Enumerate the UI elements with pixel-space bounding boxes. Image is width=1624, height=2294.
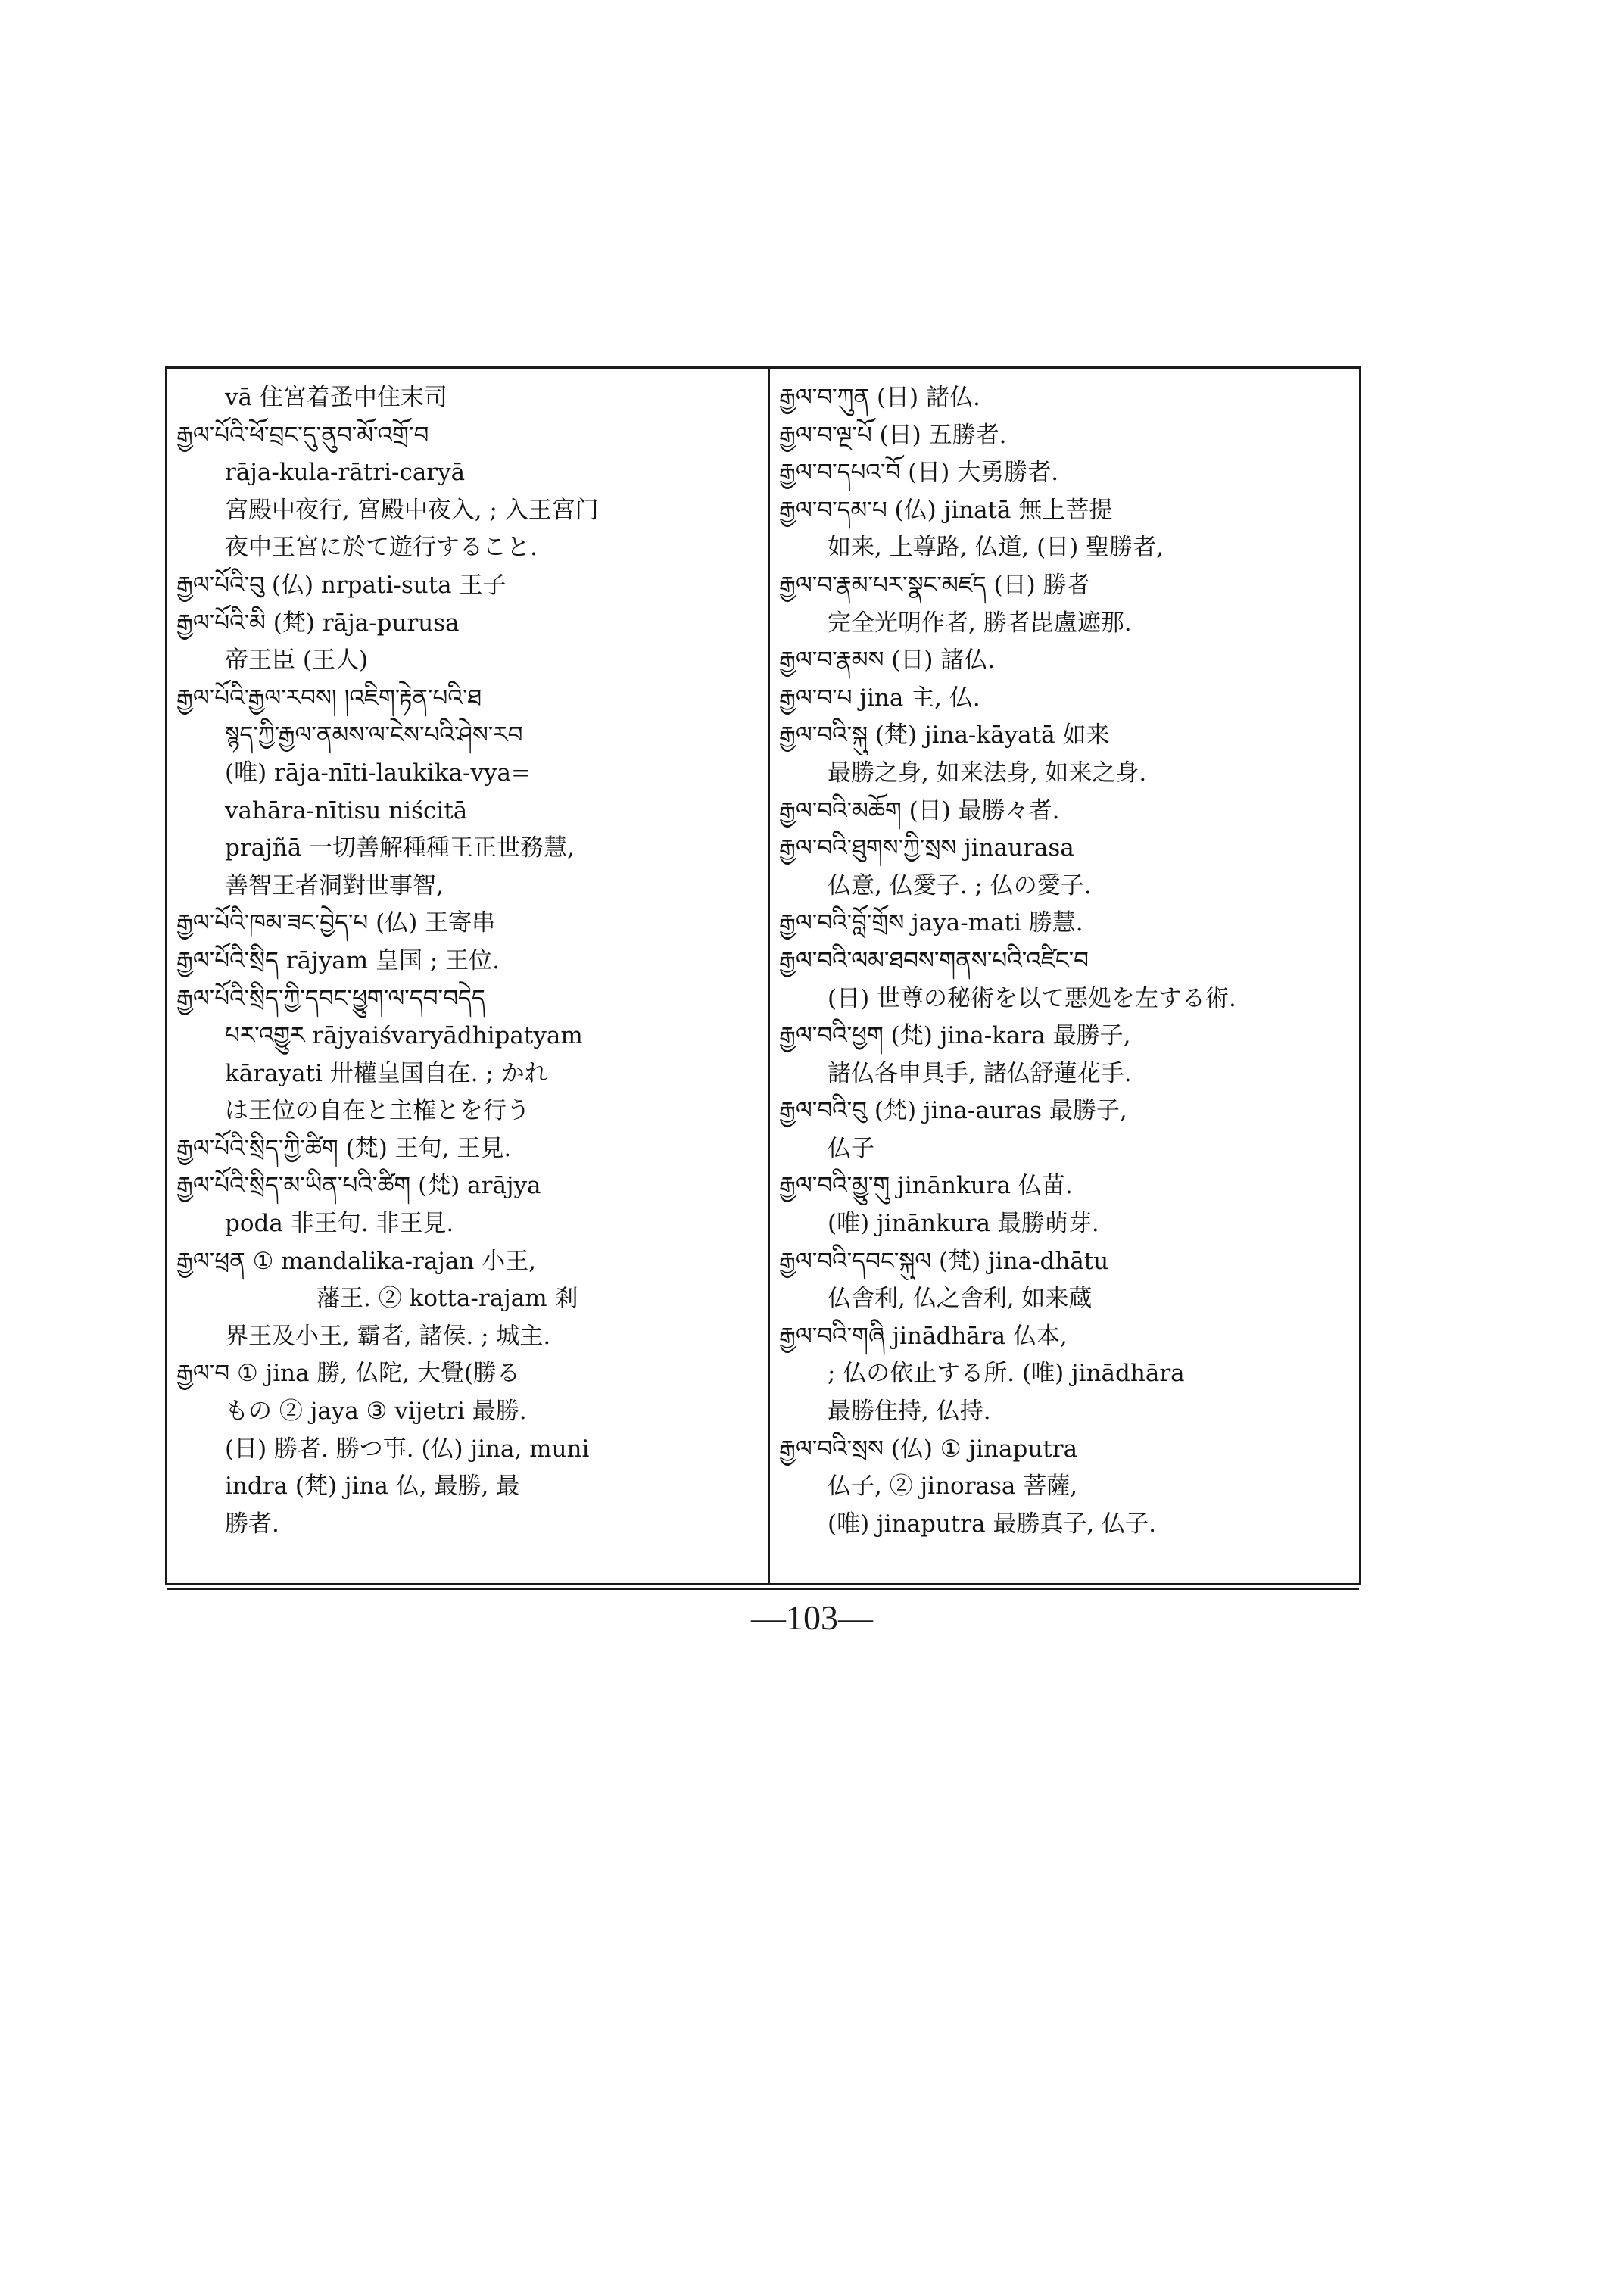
dictionary-line: རྒྱལ་བའི་མྱུ་གུ jinānkura 仏苗. <box>779 1172 1073 1200</box>
dictionary-line: རྒྱལ་པོའི་མི (梵) rāja-purusa <box>176 609 460 637</box>
page-number: —103— <box>751 1598 873 1637</box>
dictionary-line: རྒྱལ་པོའི་སྲིད་མ་ཡིན་པའི་ཚིག (梵) arājya <box>176 1172 541 1200</box>
dictionary-line: 仏意, 仏愛子. ; 仏の愛子. <box>828 871 1092 899</box>
dictionary-line: vā 住宮着蚤中住末司 <box>225 384 447 411</box>
dictionary-frame <box>165 366 1361 1585</box>
dictionary-line: 藩王. ② kotta-rajam 剎 <box>316 1285 578 1313</box>
dictionary-line: 如来, 上尊路, 仏道, (日) 聖勝者, <box>828 534 1164 562</box>
dictionary-line: རྒྱལ་བའི་ཕྱག (梵) jina-kara 最勝子, <box>779 1022 1131 1050</box>
dictionary-line: རྒྱལ་ཕྲན ① mandalika-rajan 小王, <box>176 1247 537 1275</box>
dictionary-line: རྒྱལ་པོའི་རྒྱལ་རབས། །འཇིག་རྟེན་པའི་ཐ <box>176 684 482 712</box>
dictionary-line: རྒྱལ་བ་པ jina 主, 仏. <box>779 684 980 712</box>
left-column <box>176 379 764 1577</box>
dictionary-line: 宮殿中夜行, 宮殿中夜入, ; 入王宮门 <box>225 496 599 524</box>
dictionary-line: རྒྱལ་བ་ལྔ་པོ (日) 五勝者. <box>779 421 1007 449</box>
dictionary-line: རྒྱལ་པོའི་ཕོ་བྲང་དུ་ནུབ་མོ་འགྲོ་བ <box>176 421 429 449</box>
dictionary-line: རྒྱལ་བའི་ལམ་ཐབས་གནས་པའི་འཛིང་བ <box>779 946 1089 974</box>
dictionary-line: prajñā 一切善解種種王正世務慧, <box>225 834 575 862</box>
dictionary-line: (唯) jinānkura 最勝萌芽. <box>828 1210 1099 1238</box>
dictionary-line: 最勝之身, 如来法身, 如来之身. <box>828 759 1147 787</box>
dictionary-line: རྒྱལ་པོའི་སྲིད་ཀྱི་ཚིག (梵) 王句, 王見. <box>176 1134 512 1162</box>
dictionary-line: རྒྱལ་བའི་བུ (梵) jina-auras 最勝子, <box>779 1097 1127 1125</box>
dictionary-line: 勝者. <box>225 1510 279 1538</box>
dictionary-line: རྒྱལ་བ་རྣམས (日) 諸仏. <box>779 647 996 675</box>
dictionary-line: 仏子, ② jinorasa 菩薩, <box>828 1473 1078 1501</box>
dictionary-line: 仏舎利, 仏之舎利, 如来蔵 <box>828 1285 1093 1313</box>
dictionary-line: སྙད་ཀྱི་རྒྱལ་ནམས་ལ་ངེས་པའི་ཤེས་རབ <box>225 722 523 750</box>
dictionary-line: རྒྱལ་བའི་གཞི jinādhāra 仏本, <box>779 1322 1068 1350</box>
dictionary-line: རྒྱལ་བ་ཀུན (日) 諸仏. <box>779 384 980 411</box>
dictionary-line: རྒྱལ་པོའི་ཁམ་ཟང་བྱེད་པ (仏) 王寄串 <box>176 909 496 937</box>
column-divider <box>768 369 770 1583</box>
dictionary-line: རྒྱལ་བའི་དབང་སྐུལ (梵) jina-dhātu <box>779 1247 1109 1275</box>
dictionary-line: རྒྱལ་བ་དཔའ་བོ (日) 大勇勝者. <box>779 459 1059 487</box>
dictionary-line: 界王及小王, 霸者, 諸侯. ; 城主. <box>225 1322 551 1350</box>
dictionary-line: 夜中王宮に於て遊行すること. <box>225 534 538 562</box>
dictionary-line: 最勝住持, 仏持. <box>828 1398 991 1426</box>
dictionary-line: indra (梵) jina 仏, 最勝, 最 <box>225 1473 520 1501</box>
dictionary-line: (唯) rāja-nīti-laukika-vya= <box>225 759 531 787</box>
dictionary-line: 完全光明作者, 勝者毘盧遮那. <box>828 609 1132 637</box>
dictionary-line: 善智王者洞對世事智, <box>225 871 444 899</box>
dictionary-line: པར་འགྱུར rājyaiśvaryādhipatyam <box>225 1022 583 1050</box>
dictionary-line: རྒྱལ་བའི་མཆོག (日) 最勝々者. <box>779 796 1060 824</box>
dictionary-line: もの ② jaya ③ vijetri 最勝. <box>225 1398 527 1426</box>
dictionary-line: རྒྱལ་བ་རྣམ་པར་སྣང་མཛད (日) 勝者 <box>779 571 1090 599</box>
dictionary-line: kārayati 卅權皇国自在. ; かれ <box>225 1059 548 1087</box>
dictionary-line: (日) 勝者. 勝つ事. (仏) jina, muni <box>225 1435 590 1463</box>
dictionary-line: poda 非王句. 非王見. <box>225 1210 454 1238</box>
dictionary-line: 諸仏各申具手, 諸仏舒蓮花手. <box>828 1059 1132 1087</box>
dictionary-line: རྒྱལ་བའི་ཐུགས་ཀྱི་སྲས jinaurasa <box>779 834 1074 862</box>
dictionary-line: རྒྱལ་པོའི་སྲིད rājyam 皇国 ; 王位. <box>176 946 500 974</box>
dictionary-line: (日) 世尊の秘術を以て悪処を左する術. <box>828 984 1236 1012</box>
dictionary-line: 帝王臣 (王人) <box>225 647 369 675</box>
dictionary-line: རྒྱལ་བ ① jina 勝, 仏陀, 大覺(勝る <box>176 1360 520 1388</box>
dictionary-line: vahāra-nītisu niścitā <box>225 796 468 824</box>
right-column <box>779 379 1357 1577</box>
dictionary-line: རྒྱལ་པོའི་བུ (仏) nrpati-suta 王子 <box>176 571 507 599</box>
dictionary-line: རྒྱལ་པོའི་སྲིད་ཀྱི་དབང་ཕྱུག་ལ་དབ་བདེད <box>176 984 485 1012</box>
dictionary-line: རྒྱལ་བ་དམ་པ (仏) jinatā 無上菩提 <box>779 496 1113 524</box>
dictionary-line: (唯) jinaputra 最勝真子, 仏子. <box>828 1510 1156 1538</box>
dictionary-line: 仏子 <box>828 1134 874 1162</box>
dictionary-line: は王位の自在と主権とを行う <box>225 1097 530 1125</box>
dictionary-line: rāja-kula-rātri-caryā <box>225 459 466 487</box>
dictionary-line: རྒྱལ་བའི་བློ་གྲོས jaya-mati 勝慧. <box>779 909 1083 937</box>
dictionary-line: རྒྱལ་བའི་སྐུ (梵) jina-kāyatā 如来 <box>779 722 1110 750</box>
dictionary-line: རྒྱལ་བའི་སྲས (仏) ① jinaputra <box>779 1435 1078 1463</box>
dictionary-line: ; 仏の依止する所. (唯) jinādhāra <box>828 1360 1185 1388</box>
